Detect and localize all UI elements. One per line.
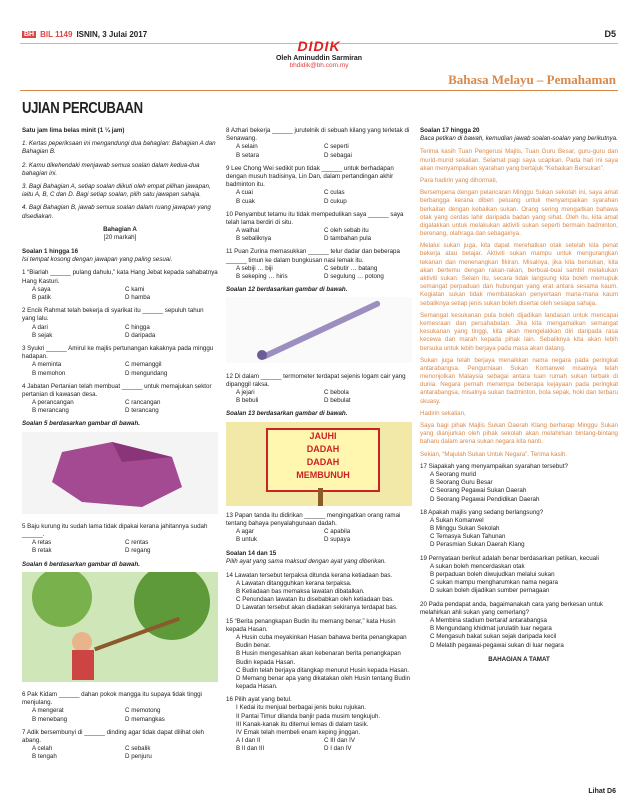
option: A Sukan Komanwel [430, 516, 484, 524]
question-14 [226, 572, 412, 613]
question-13 [226, 512, 412, 545]
passage-paragraph: Terima kasih Tuan Pengerusi Majlis, Tuan Guru Besar, guru-guru dan murid-murid sekalian. Selamat pagi saya ucapkan. Pada hari ini saya akan menyampaikan syarahan yang bertajuk “Kebaikan Bersukan”. [420, 148, 618, 172]
passage [420, 148, 618, 458]
question-4 [22, 383, 218, 416]
option: B Ketiadaan bas memaksa lawatan dibatalkan. [236, 588, 365, 595]
passage-paragraph: Sukan juga telah berjaya menaikkan nama negara pada peringkat antarabangsa. Pengurniaan Sukan Komanwel misalnya telah menonjolkan Malaysia sebagai antara tuan rumah sukan terbaik di dunia. Negara pernah menempa beberapa kejayaan pada peringkat antarabangsa, misalnya sukan badminton, bola sepak, hoki dan terbaru skuasy. [420, 356, 618, 405]
rule-1: 1. Kertas peperiksaan ini mengandungi dua bahagian: Bahagian A dan Bahagian B. [22, 140, 216, 156]
statement: IV Emak telah membeli enam keping jinggan. [236, 729, 361, 736]
option: B sebaliknya [236, 235, 272, 243]
option: B II dan III [236, 745, 265, 753]
option: C sebalik [125, 745, 151, 753]
sign-board [266, 428, 380, 492]
question-12 [226, 373, 412, 406]
passage-paragraph: Semangat kesukanan pula boleh dijadikan landasan untuk mencapai kemesraan dan persahabatan. Jika kita mengamalkan semangat kesukanan yang tinggi, kita akan mengelakkan diri daripada rasa kecewa dan marah kepada pihak lain. Sebaliknya kita akan lebih bersuka untuk lebih berjaya pada masa akan datang. [420, 311, 618, 352]
option: D penjuru [125, 753, 152, 761]
option: C memanggil [125, 361, 162, 369]
section-desc: Pilih ayat yang sama maksud dengan ayat yang diberikan. [226, 558, 386, 566]
question-text: 13 Papan tanda itu didirikan ______ mengingatkan orang ramai tentang bahaya penyalahgunaan dadah. [226, 511, 401, 527]
option: C rentas [125, 539, 149, 547]
option: B tengah [32, 753, 57, 761]
option: B retak [32, 547, 52, 555]
thermometer-image [226, 297, 412, 363]
option: D sukan boleh dijadikan sumber pernagaan [430, 587, 550, 595]
option: D Perasmian Sukan Daerah Klang [430, 541, 525, 549]
option: D tambahan pula [324, 235, 372, 243]
question-text: 10 Penyambut tetamu itu tidak mempedulikan saya ______ saya telah lama berdiri di situ. [226, 210, 404, 226]
question-10 [226, 211, 412, 244]
option: A Seorang murid [430, 470, 477, 478]
passage-paragraph: Sekian, “Majulah Sukan Untuk Negara”. Terima kasih. [420, 450, 568, 458]
option: A meminta [32, 361, 62, 369]
page-header [0, 0, 638, 100]
option: D mengundang [125, 369, 168, 377]
option: C hingga [125, 323, 150, 331]
section-desc: Isi tempat kosong dengan jawapan yang paling sesuai. [22, 256, 173, 264]
option: C sebutir … batang [324, 264, 378, 272]
question-text: 3 Syukri ______ Amirul ke majlis pertunangan kakaknya pada minggu hadapan. [22, 344, 214, 361]
option: A mengerat [32, 707, 64, 715]
passage-paragraph: Para hadirin yang dihormati, [420, 176, 498, 184]
question-text: 6 Pak Kidam ______ dahan pokok mangga itu supaya tidak tinggi menjulang. [22, 690, 202, 707]
option: B Husin mengesahkan akan kebenaran berita penangkapan Budin kepada Hasan. [236, 650, 401, 666]
question-8 [226, 127, 412, 160]
option: D memangkas [125, 715, 165, 723]
sign-line-2: DADAH [306, 443, 340, 454]
time-allowed: Satu jam lima belas minit (1 ¼ jam) [22, 127, 125, 134]
anti-drug-sign [226, 422, 412, 506]
question-16 [226, 696, 412, 753]
question-20 [420, 601, 618, 650]
option: A jejari [236, 388, 255, 396]
option: A sebiji … biji [236, 264, 273, 272]
q6-instruction: Soalan 6 berdasarkan gambar di bawah. [22, 560, 140, 568]
sign-post [318, 488, 323, 506]
question-text: 4 Jabatan Pertanian telah membuat ______ untuk memajukan sektor pertanian di kawasan desa. [22, 382, 212, 398]
option: D Memang benar apa yang dikatakan oleh Husin tentang Budin kepada Hasan. [236, 674, 411, 691]
statement: II Pantai Timur dilanda banjir pada musim tengkujuh. [236, 712, 381, 720]
passage-paragraph: Melalui sukan juga, kita dapat merehatkan otak setelah kita penat bekerja atau belajar. Aktiviti sukan mampu untuk mengurangkan tekanan dan menenangkan fikiran. Misalnya, jika kita bersukan, kita akan bertemu dengan rakan-rakan, berbual-bual sambil melakukan aktiviti sukan. Selain itu, secara tidak langsung kita boleh memupuk semangat perpaduan dan hubungan yang erat antara sesama kaum. Kegiatan sukan tidak membataskan penyertaan mana-mana kaum sebaliknya setiap jenis sukan boleh disertai oleh sesiapa sahaja. [420, 242, 618, 307]
option: B patik [32, 294, 51, 301]
option: D segulung … potong [324, 273, 384, 280]
option: C Mengasuh bakat sukan sejak daripada kecil [430, 633, 557, 641]
question-11 [226, 248, 412, 281]
question-7 [22, 729, 218, 762]
option: D terancang [125, 407, 159, 415]
brand-name: DIDIK [297, 38, 341, 54]
option: A agar [236, 527, 254, 535]
option: C rancangan [125, 399, 161, 407]
option: C oleh sebab itu [324, 227, 369, 235]
question-text: 1 “Biarlah ______ pulang dahulu,” kata Hang Jebat kepada sahabatnya Hang Kasturi. [22, 269, 218, 285]
option: A dari [32, 323, 48, 331]
question-text: 2 Encik Rahmat telah bekerja di syarikat itu ______ sepuluh tahun yang lalu. [22, 307, 204, 323]
option: A perancangan [32, 399, 74, 407]
question-text: 15 “Berita penangkapan Budin itu memang benar,” kata Husin kepada Hasan. [226, 617, 396, 633]
passage-paragraph: Hadirin sekalian, [420, 409, 466, 417]
question-text: 19 Pernyataan berikut adalah benar berdasarkan petikan, kecuali [420, 554, 599, 562]
option: B perpaduan boleh diwujudkan melalui sukan [430, 571, 555, 578]
question-text: 16 Pilih ayat yang betul. [226, 696, 292, 704]
question-5 [22, 523, 218, 556]
option: D bebulat [324, 397, 351, 405]
option: A selain [236, 143, 258, 151]
column-1 [22, 127, 218, 766]
option: C Penundaan lawatan itu disebabkan oleh ketiadaan bas. [236, 596, 394, 604]
option: A cuai [236, 189, 253, 197]
q5-instruction: Soalan 5 berdasarkan gambar di bawah. [22, 420, 140, 428]
subject-title: Bahasa Melayu – Pemahaman [448, 72, 616, 87]
option: C III dan IV [324, 737, 355, 745]
option: B untuk [236, 536, 257, 544]
page-title: UJIAN PERCUBAAN [22, 100, 143, 117]
option: B bebuli [236, 397, 259, 405]
statement: I Kedai itu menjual berbagai jenis buku rujukan. [236, 704, 367, 712]
option: A sukan boleh mencerdaskan otak [430, 562, 525, 570]
option: D regang [125, 547, 151, 555]
sign-line-3: DADAH [306, 456, 340, 467]
option: C apabila [324, 527, 351, 535]
option: D Melatih pegawai-pegawai sukan di luar negara [430, 641, 564, 649]
section-desc: Baca petikan di bawah, kemudian jawab soalan-soalan yang berikutnya. [420, 135, 618, 143]
option: D supaya [324, 536, 351, 544]
option: B Seorang Guru Besar [430, 479, 493, 487]
option: C culas [324, 189, 345, 197]
question-1 [22, 269, 218, 302]
option: B cuak [236, 197, 255, 205]
option: A walhal [236, 227, 260, 235]
passage-paragraph: Saya bagi pihak Majlis Sukan Daerah Klang berharap Minggu Sukan yang dianjurkan oleh pihak sekolah akan melahirkan bintang-bintang baharu dalam arena sukan negara kita nanti. [420, 422, 618, 446]
section-heading: Soalan 14 dan 15 [226, 550, 277, 558]
pruning-tree-image [22, 572, 218, 682]
option: C Temasya Sukan Tahunan [430, 533, 506, 541]
rule-4: 4. Bagi Bahagian B, jawab semua soalan dalam ruang jawapan yang disediakan. [22, 204, 211, 220]
section-heading: Soalan 1 hingga 16 [22, 248, 79, 256]
passage-paragraph: Bersempena dengan pelancaran Minggu Sukan sekolah ini, saya amat berbangga kerana diberi peluang untuk menyampaikan syarahan berkaitan dengan kebaikan sukan. Orang sering mengaitkan bahawa otak yang cerdas lahir daripada badan yang sihat. Oleh itu, kita amat digalakkan untuk melakukan aktiviti sukan seperti bermain badminton, berenang, olahraga dan sebagainya. [420, 189, 618, 238]
issue-date: ISNIN, 3 Julai 2017 [76, 30, 148, 39]
option: D Seorang Pegawai Pendidikan Daerah [430, 495, 540, 503]
option: B sekeping … hiris [236, 273, 288, 280]
question-text: 14 Lawatan tersebut terpaksa ditunda kerana ketiadaan bas. [226, 571, 393, 579]
option: C memotong [125, 707, 161, 715]
option: C seperti [324, 143, 349, 151]
option: B merancang [32, 407, 69, 415]
section-heading: Soalan 17 hingga 20 [420, 127, 480, 134]
statement: III Kanak-kanak itu ditemui lemas di dalam tasik. [236, 720, 369, 728]
option: A Husin cuba meyakinkan Hasan bahawa berita penangkapan Budin benar. [236, 633, 407, 650]
q13-instruction: Soalan 13 berdasarkan gambar di bawah. [226, 410, 348, 418]
option: A saya [32, 285, 51, 293]
option: D I dan IV [324, 745, 352, 753]
option: D sebagai [324, 151, 352, 159]
continue-note: Lihat D6 [588, 788, 616, 795]
question-text: 8 Azhari bekerja ______ jurutelnik di sebuah kilang yang terletak di Senawang. [226, 127, 410, 143]
subject-rule [20, 90, 618, 91]
option: C sukan mampu mengharumkan nama negara [430, 579, 558, 587]
bh-logo: BH [24, 31, 35, 38]
page-number: D5 [604, 29, 616, 39]
question-6 [22, 691, 218, 724]
question-9 [226, 165, 412, 206]
option: B menebang [32, 715, 68, 723]
question-text: 5 Baju kurung itu sudah lama tidak dipakai kerana jahitannya sudah ______. [22, 522, 208, 538]
question-2 [22, 307, 218, 340]
rule-3: 3. Bagi Bahagian A, setiap soalan diikuti oleh empat pilihan jawapan, iaitu A, B, C dan D. Bagi setiap soalan, pilih satu jawapan sahaja. [22, 182, 211, 199]
option: B Mengundang khidmat jurulatih luar negara [430, 625, 552, 633]
question-18 [420, 509, 618, 550]
byline: Oleh Aminuddin Sarmiran [275, 55, 363, 62]
option: A Membina stadium bertaraf antarabangsa [430, 616, 547, 624]
option: C Budin telah berjaya ditangkap menurut Husin kepada Hasan. [236, 666, 410, 674]
option: A Lawatan ditangguhkan kerana terpaksa. [236, 579, 352, 587]
part-a-marks: [20 markah] [103, 233, 137, 241]
option: B Minggu Sukan Sekolah [430, 525, 500, 533]
option: D hamba [125, 294, 151, 301]
baju-kurung-image [22, 432, 218, 514]
section-end: BAHAGIAN A TAMAT [488, 655, 550, 663]
part-a-heading: Bahagian A [103, 225, 137, 233]
question-text: 11 Puan Zurina memasukkan ______ telur dadar dan beberapa ______ timun ke dalam bungkusan nasi lemak itu. [226, 248, 400, 264]
column-3 [420, 127, 618, 664]
option: C Seorang Pegawai Sukan Daerah [430, 487, 527, 495]
sign-line-1: JAUHI [309, 430, 337, 441]
question-3 [22, 345, 218, 378]
option: A I dan II [236, 737, 261, 745]
question-text: 7 Adik bersembunyi di ______ dinding agar tidak dapat dilihat oleh abang. [22, 728, 204, 744]
option: C bebola [324, 388, 349, 396]
option: A retas [32, 539, 52, 547]
email: bhdidik@bh.com.my [289, 62, 349, 69]
issue-number: BIL 1149 [40, 30, 73, 39]
question-text: 12 Di dalam ______ termometer terdapat sejenis logam cair yang dipanggil raksa. [226, 372, 406, 388]
question-text: 9 Lee Chong Wei sedikit pun tidak ______ untuk berhadapan dengan musuh tradisinya, Lin Dan, dalam pertandingan akhir badminton itu. [226, 164, 394, 189]
option: B sejak [32, 331, 53, 339]
option: C kami [125, 285, 145, 293]
question-text: 17 Siapakah yang menyampaikan syarahan tersebut? [420, 462, 568, 470]
option: B setara [236, 151, 260, 159]
option: A celah [32, 745, 53, 753]
question-text: 18 Apakah majlis yang sedang berlangsung? [420, 508, 544, 516]
question-19 [420, 555, 618, 596]
option: D daripada [125, 331, 156, 339]
q12-instruction: Soalan 12 berdasarkan gambar di bawah. [226, 286, 348, 294]
brand-block [0, 38, 638, 69]
option: D cukup [324, 197, 347, 205]
column-2 [226, 127, 412, 759]
rule-2: 2. Kamu dikehendaki menjawab semua soalan dalam kedua-dua bahagian ini. [22, 161, 200, 177]
sign-line-4: MEMBUNUH [296, 469, 350, 480]
question-15 [226, 618, 412, 692]
question-text: 20 Pada pendapat anda, bagaimanakah cara yang berkesan untuk melahirkan ahli sukan yang cemerlang? [420, 600, 604, 616]
option: B memohon [32, 369, 66, 377]
option: D Lawatan tersebut akan diadakan sekiranya terdapat bas. [236, 604, 398, 612]
question-17 [420, 463, 618, 504]
